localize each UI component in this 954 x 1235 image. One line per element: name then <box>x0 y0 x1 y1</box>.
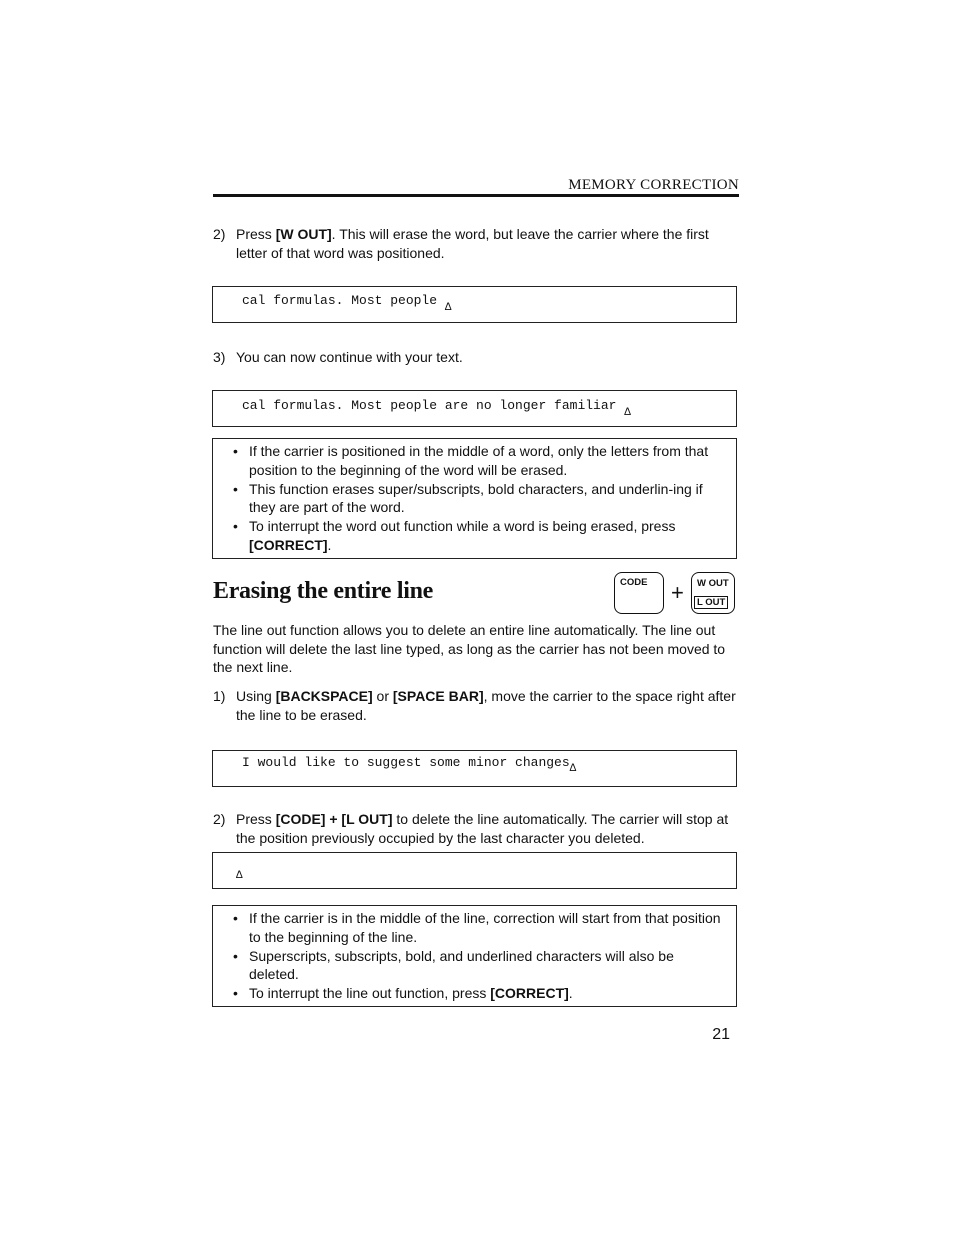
page-number: 21 <box>712 1026 730 1043</box>
step-1-position-carrier: 1) Using [BACKSPACE] or [SPACE BAR], move the carrier to the space right after the line to be erased. <box>213 688 736 723</box>
notes-box <box>212 438 737 559</box>
step-number: 2) <box>213 226 226 242</box>
step-text: You can now continue with your text. <box>236 349 463 365</box>
header-rule <box>213 194 739 197</box>
carrier-marker: Δ <box>624 407 631 419</box>
example-box <box>212 286 737 323</box>
note-item: • To interrupt the word out function while a word is being erased, press [CORRECT]. <box>223 517 726 555</box>
plus-sign: + <box>671 580 684 605</box>
step-number: 1) <box>213 688 226 704</box>
l-out-key-icon: W OUT L OUT <box>691 572 735 614</box>
step-number: 2) <box>213 811 226 827</box>
section-intro: The line out function allows you to delete an entire line automatically. The line out function will delete the last line typed, as long as the carrier has not been moved to the next line. <box>213 622 726 675</box>
step-2-line-out: 2) Press [CODE] + [L OUT] to delete the line automatically. The carrier will stop at the position previously occupied by the last character you deleted. <box>213 811 729 846</box>
step-2-word-out: 2) Press [W OUT]. This will erase the word, but leave the carrier where the first letter of that word was positioned. <box>213 226 709 261</box>
example-box <box>212 390 737 427</box>
key-label: [CODE] + [L OUT] <box>275 811 393 827</box>
example-box <box>212 852 737 889</box>
key-label: [W OUT] <box>275 226 332 242</box>
example-text: cal formulas. Most people are no longer familiar <box>242 398 617 413</box>
note-item: • If the carrier is positioned in the middle of a word, only the letters from that position to the beginning of the word will be erased. <box>223 442 726 480</box>
section-title: Erasing the entire line <box>213 578 433 604</box>
notes-box <box>212 905 737 1007</box>
carrier-marker: Δ <box>236 870 243 882</box>
running-header: MEMORY CORRECTION <box>568 177 739 193</box>
step-3-continue <box>213 348 739 367</box>
key-label: [CORRECT] <box>490 985 569 1002</box>
example-box <box>212 750 737 787</box>
note-item: • Superscripts, subscripts, bold, and underlined characters will also be deleted. <box>223 947 726 985</box>
key-label: [BACKSPACE] <box>275 688 373 704</box>
note-item: • If the carrier is in the middle of the line, correction will start from that position to the beginning of the line. <box>223 909 726 947</box>
key-label: [CORRECT] <box>249 536 328 553</box>
example-text: I would like to suggest some minor changes <box>242 755 570 770</box>
note-item: • To interrupt the line out function, press [CORRECT]. <box>223 984 726 1003</box>
note-item: • This function erases super/subscripts, bold characters, and underlin-ing if they are part of the word. <box>223 480 726 518</box>
carrier-marker: Δ <box>569 763 577 775</box>
example-text: cal formulas. Most people <box>242 293 438 308</box>
code-key-icon: CODE <box>614 572 664 614</box>
key-label: [SPACE BAR] <box>392 688 484 704</box>
step-number: 3) <box>213 349 226 365</box>
carrier-marker: Δ <box>444 302 452 314</box>
